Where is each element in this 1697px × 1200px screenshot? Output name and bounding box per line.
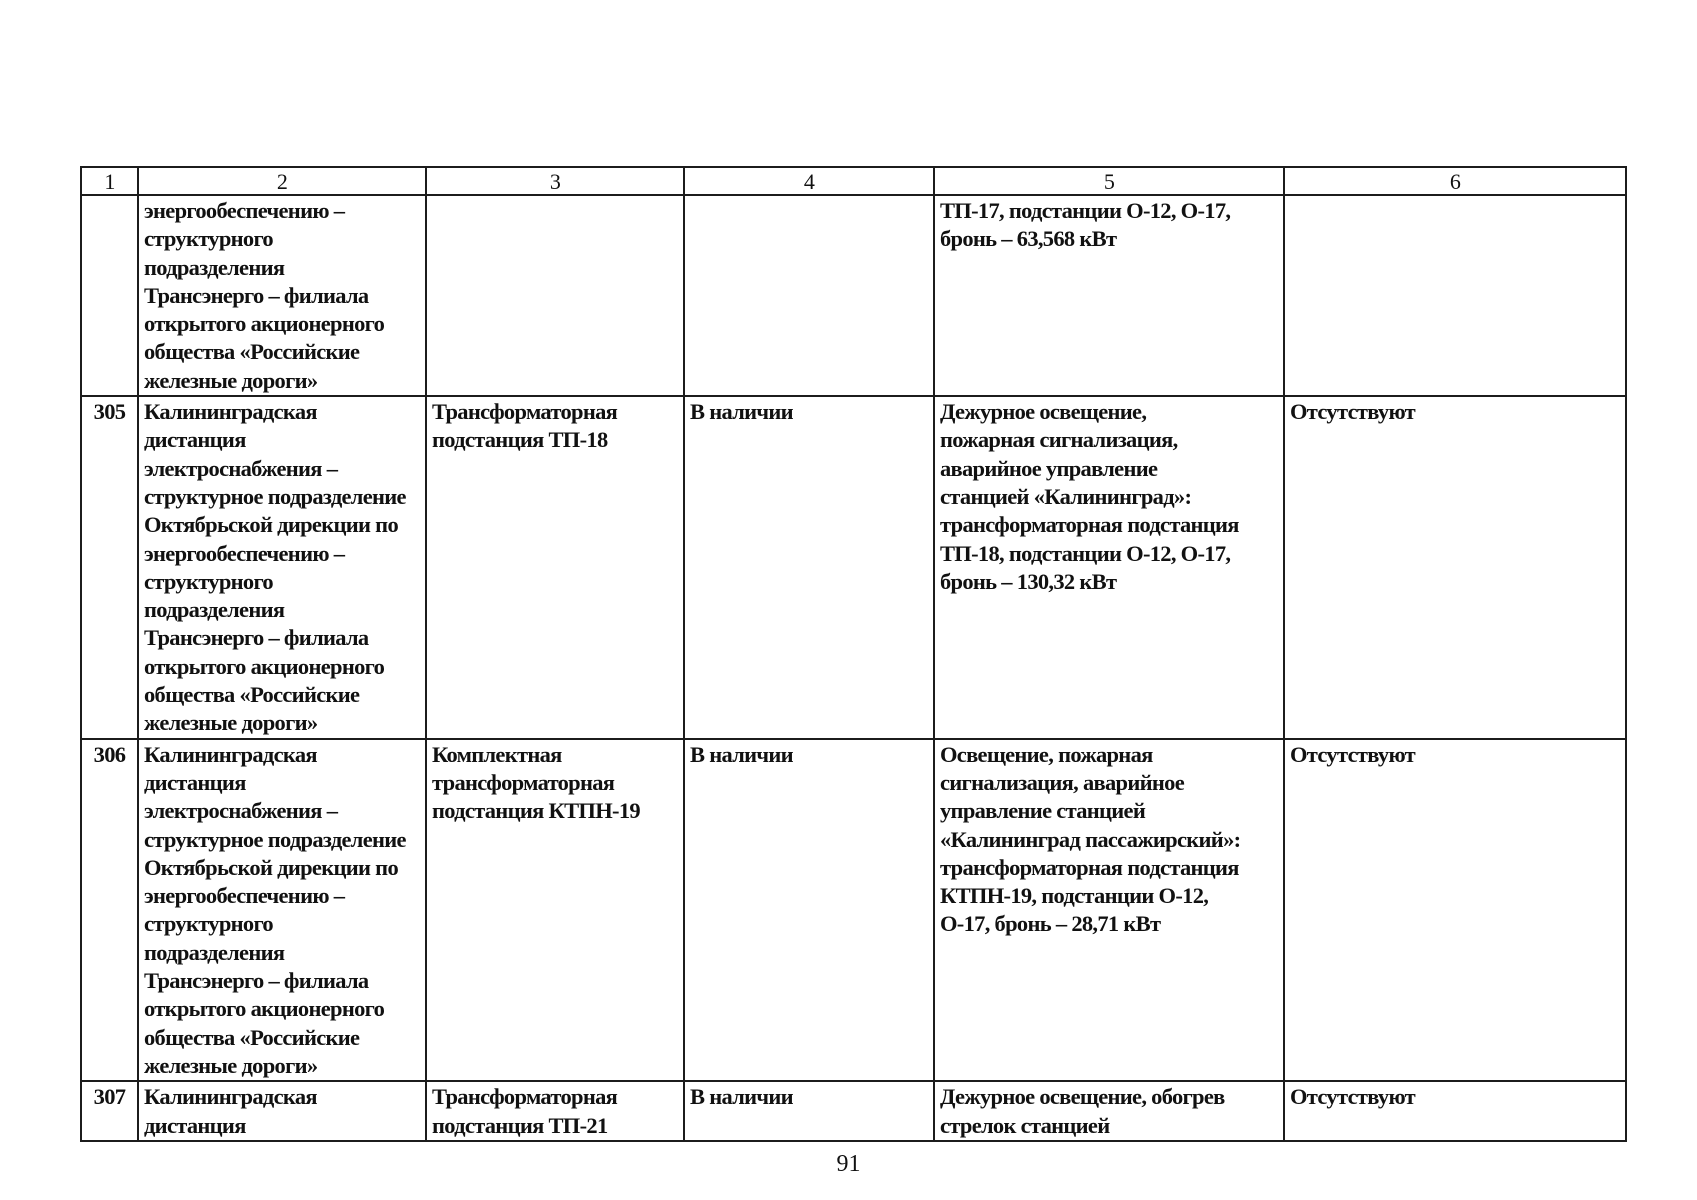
row-number-cell: 307 [81, 1081, 138, 1141]
cell-line: Дежурное освещение, обогрев [940, 1084, 1225, 1110]
cell-line: В наличии [690, 1084, 793, 1110]
cell-line: Октябрьской дирекции по [144, 512, 398, 538]
cell-line: ТП-17, подстанции О-12, О-17, [940, 198, 1231, 223]
cell-line: бронь – 130,32 кВт [940, 568, 1117, 594]
table-body [81, 195, 1626, 1141]
object-cell [426, 1081, 684, 1141]
cell-line: «Калининград пассажирский»: [940, 826, 1241, 852]
cell-line: открытого акционерного [144, 311, 385, 337]
cell-line: О-17, бронь – 28,71 кВт [940, 911, 1161, 937]
cell-line: открытого акционерного [144, 996, 385, 1022]
header-cell-3: 3 [426, 167, 684, 195]
header-cell-2: 2 [138, 167, 426, 195]
data-table [80, 166, 1627, 1142]
cell-line: управление станцией [940, 798, 1146, 824]
table-row [81, 195, 1626, 396]
cell-line: структурного [144, 911, 273, 937]
cell-line: структурного [144, 568, 273, 594]
header-cell-1: 1 [81, 167, 138, 195]
organization-cell [138, 396, 426, 739]
table-row [81, 396, 1626, 739]
notes-cell [1284, 1081, 1626, 1141]
cell-line: электроснабжения – [144, 455, 338, 481]
cell-line: сигнализация, аварийное [940, 769, 1185, 795]
cell-line: Трансэнерго – филиала [144, 968, 369, 994]
cell-line: Трансформаторная [432, 399, 618, 425]
cell-line: стрелок станцией [940, 1112, 1110, 1138]
cell-line: В наличии [690, 399, 793, 425]
organization-cell [138, 1081, 426, 1141]
cell-line: дистанция [144, 769, 246, 795]
notes-cell [1284, 396, 1626, 739]
availability-cell [684, 1081, 934, 1141]
cell-line: Трансэнерго – филиала [144, 282, 369, 308]
cell-line: аварийное управление [940, 455, 1158, 481]
cell-line: Комплектная [432, 741, 562, 767]
consumers-cell [934, 739, 1284, 1082]
organization-cell [138, 195, 426, 396]
cell-line: Отсутствуют [1290, 1084, 1416, 1110]
cell-line: подстанция ТП-21 [432, 1112, 608, 1138]
header-row [81, 167, 1626, 195]
cell-line: Отсутствуют [1290, 399, 1416, 425]
cell-line: Калининградская [144, 741, 317, 767]
cell-line: подразделения [144, 597, 285, 623]
cell-line: общества «Российские [144, 682, 360, 708]
availability-cell [684, 195, 934, 396]
cell-line: Трансформаторная [432, 1084, 618, 1110]
cell-line: железные дороги» [144, 1052, 318, 1078]
cell-line: ТП-18, подстанции О-12, О-17, [940, 540, 1231, 566]
cell-line: подразделения [144, 254, 285, 280]
row-number-cell: 306 [81, 739, 138, 1082]
consumers-cell [934, 195, 1284, 396]
cell-line: подстанция КТПН-19 [432, 798, 640, 824]
cell-line: В наличии [690, 741, 793, 767]
cell-line: трансформаторная подстанция [940, 854, 1239, 880]
header-cell-4: 4 [684, 167, 934, 195]
cell-line: подразделения [144, 939, 285, 965]
cell-line: дистанция [144, 1112, 246, 1138]
header-cell-6: 6 [1284, 167, 1626, 195]
cell-line: КТПН-19, подстанции О-12, [940, 883, 1209, 909]
availability-cell [684, 739, 934, 1082]
cell-line: дистанция [144, 427, 246, 453]
notes-cell [1284, 739, 1626, 1082]
cell-line: Калининградская [144, 399, 317, 425]
cell-line: открытого акционерного [144, 653, 385, 679]
cell-line: энергообеспечению – [144, 883, 345, 909]
organization-cell [138, 739, 426, 1082]
object-cell [426, 396, 684, 739]
page-number: 91 [836, 1151, 861, 1177]
cell-line: структурное подразделение [144, 826, 406, 852]
cell-line: трансформаторная [432, 769, 615, 795]
cell-line: Трансэнерго – филиала [144, 625, 369, 651]
row-number-cell: 305 [81, 396, 138, 739]
cell-line: бронь – 63,568 кВт [940, 226, 1117, 252]
consumers-cell [934, 396, 1284, 739]
cell-line: структурного [144, 226, 273, 252]
row-number-cell [81, 195, 138, 396]
header-cell-5: 5 [934, 167, 1284, 195]
cell-line: общества «Российские [144, 1024, 360, 1050]
cell-line: Дежурное освещение, [940, 399, 1147, 425]
cell-line: энергообеспечению – [144, 198, 345, 223]
cell-line: железные дороги» [144, 710, 318, 736]
table-row [81, 739, 1626, 1082]
consumers-cell [934, 1081, 1284, 1141]
cell-line: подстанция ТП-18 [432, 427, 608, 453]
cell-line: общества «Российские [144, 339, 360, 365]
notes-cell [1284, 195, 1626, 396]
cell-line: пожарная сигнализация, [940, 427, 1178, 453]
cell-line: железные дороги» [144, 367, 318, 393]
object-cell [426, 195, 684, 396]
table-row [81, 1081, 1626, 1141]
cell-line: Отсутствуют [1290, 741, 1416, 767]
cell-line: электроснабжения – [144, 798, 338, 824]
availability-cell [684, 396, 934, 739]
cell-line: энергообеспечению – [144, 540, 345, 566]
cell-line: трансформаторная подстанция [940, 512, 1239, 538]
object-cell [426, 739, 684, 1082]
cell-line: Октябрьской дирекции по [144, 854, 398, 880]
cell-line: Освещение, пожарная [940, 741, 1153, 767]
cell-line: структурное подразделение [144, 483, 406, 509]
cell-line: Калининградская [144, 1084, 317, 1110]
cell-line: станцией «Калининград»: [940, 483, 1192, 509]
